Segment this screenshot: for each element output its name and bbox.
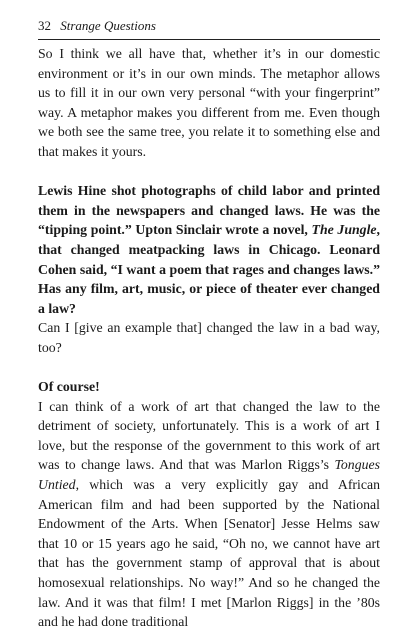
answer-bad-way: Can I [give an example that] changed the law in a bad way, too?: [38, 320, 380, 355]
answer-text-part: I can think of a work of art that changed the law to the detriment of society, unfortunately. This is a work of art I love, but the response of the government to this work of art was to change laws. And that was Marlon Riggs’s: [38, 398, 380, 473]
running-header: [38, 16, 378, 36]
paragraph-metaphor: So I think we all have that, whether it’s in our domestic environment or it’s in our own minds. The metaphor allows us to fill it in our own very personal “with your fingerprint” way. A metaphor makes you different from me. Even though we both see the same tree, you relate it to something else and that makes it yours.: [38, 46, 380, 159]
book-title: Strange Questions: [60, 18, 156, 33]
question-changed-laws: [38, 181, 380, 318]
film-title: Tongues Untied: [38, 457, 380, 493]
novel-title: The Jungle: [311, 222, 377, 238]
body-text: [38, 44, 380, 632]
paragraph-gap: [38, 162, 380, 182]
paragraph-gap: [38, 358, 380, 378]
question-of-course: Of course!: [38, 379, 100, 395]
header-rule: [38, 39, 380, 40]
answer-tongues-untied: [38, 397, 380, 632]
question-text-part: Lewis Hine shot photographs of child labor and printed them in the newspapers and changed laws. He was the “tipping point.” Upton Sinclair wrote a novel,: [38, 183, 380, 238]
page-number: 32: [38, 18, 51, 33]
question-text-part: , that changed meatpacking laws in Chicago. Leonard Cohen said, “I want a poem that rages and changes laws.” Has any film, art, music, or piece of theater ever changed a law?: [38, 222, 380, 316]
answer-text-part: , which was a very explicitly gay and African American film and had been supported by the National Endowment of the Arts. When [Senator] Jesse Helms saw that 10 or 15 years ago he said, “Oh no, we cannot have art that has the government stamp of approval that is about homosexual relationships. No way!” And so he changed the law. And it was that film! I met [Marlon Riggs] in the ’80s and he had done traditional: [38, 477, 380, 630]
